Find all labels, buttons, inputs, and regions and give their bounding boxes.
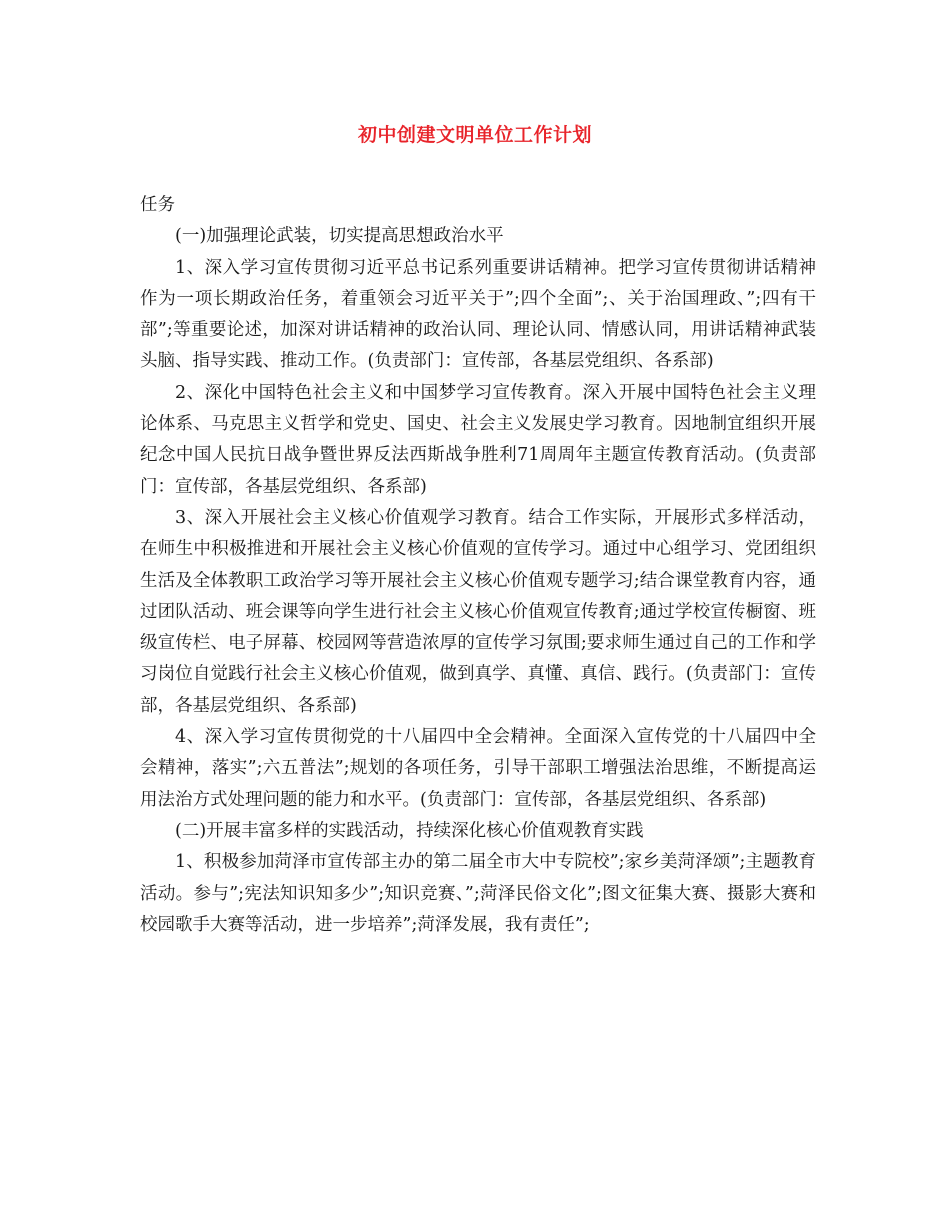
paragraph-item-2-1: 1、积极参加菏泽市宣传部主办的第二届全市大中专院校”;家乡美菏泽颂”;主题教育活动。参与”;宪法知识知多少”;知识竞赛、”;菏泽民俗文化”;图文征集大赛、摄影大赛和校园歌手大赛等活动，进一步培养”;菏泽发展，我有责任”;	[140, 852, 816, 935]
subsection-heading-2: (二)开展丰富多样的实践活动，持续深化核心价值观教育实践	[175, 820, 644, 841]
paragraph-item-1-2: 2、深化中国特色社会主义和中国梦学习宣传教育。深入开展中国特色社会主义理论体系、马克思主义哲学和党史、国史、社会主义发展史学习教育。因地制宜组织开展纪念中国人民抗日战争暨世界反法西斯战争胜利71周周年主题宣传教育活动。(负责部门：宣传部，各基层党组织、各系部)	[140, 382, 816, 497]
paragraph-item-1-3: 3、深入开展社会主义核心价值观学习教育。结合工作实际，开展形式多样活动，在师生中积极推进和开展社会主义核心价值观的宣传学习。通过中心组学习、党团组织生活及全体教职工政治学习等开展社会主义核心价值观专题学习;结合课堂教育内容，通过团队活动、班会课等向学生进行社会主义核心价值观宣传教育;通过学校宣传橱窗、班级宣传栏、电子屏幕、校园网等营造浓厚的宣传学习氛围;要求师生通过自己的工作和学习岗位自觉践行社会主义核心价值观，做到真学、真懂、真信、践行。(负责部门：宣传部，各基层党组织、各系部)	[140, 507, 816, 716]
document-title: 初中创建文明单位工作计划	[357, 124, 592, 146]
paragraph-item-1-4: 4、深入学习宣传贯彻党的十八届四中全会精神。全面深入宣传党的十八届四中全会精神，落实”;六五普法”;规划的各项任务，引导干部职工增强法治思维，不断提高运用法治方式处理问题的能力和水平。(负责部门：宣传部，各基层党组织、各系部)	[140, 727, 816, 810]
document-body	[140, 190, 816, 941]
subsection-heading-1: (一)加强理论武装，切实提高思想政治水平	[175, 226, 504, 247]
paragraph-item-1-1: 1、深入学习宣传贯彻习近平总书记系列重要讲话精神。把学习宣传贯彻讲话精神作为一项长期政治任务，着重领会习近平关于”;四个全面”;、关于治国理政、”;四有干部”;等重要论述，加深对讲话精神的政治认同、理论认同、情感认同，用讲话精神武装头脑、指导实践、推动工作。(负责部门：宣传部，各基层党组织、各系部)	[140, 257, 816, 372]
section-heading-tasks: 任务	[140, 195, 175, 215]
